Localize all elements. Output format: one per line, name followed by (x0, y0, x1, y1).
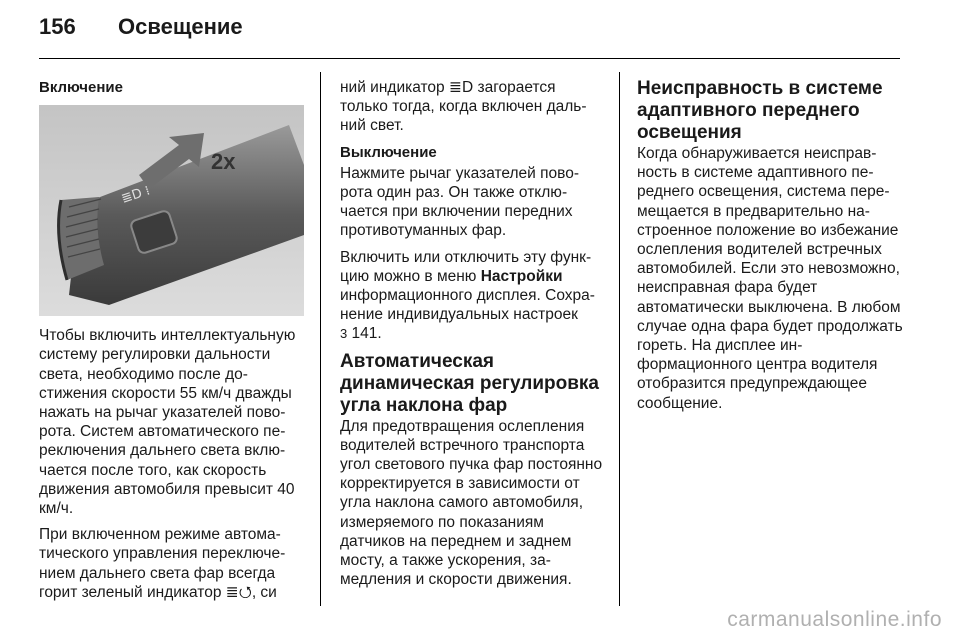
column-1 (39, 78, 305, 609)
text-span: информационного дисплея. Сохранение индивидуальных настроек (340, 287, 595, 324)
section-heading-malfunction: Неисправность в системе адаптивного переднего освещения (637, 78, 883, 143)
press-twice-label: 2x (211, 149, 236, 175)
text-span: Включить или отключить эту функцию можно в меню (340, 248, 592, 285)
watermark: carmanualsonline.info (727, 608, 942, 631)
column-2 (340, 78, 606, 596)
paragraph: Для предотвращения ослепления водителей встречного транспорта угол светового пучка фар постоянно корректируется в зависимости от угла наклона самого автомобиля, измеряемого по показаниям датчиков на переднем и заднем мосту, а также ускорения, замедления и скорости движения. (340, 417, 603, 589)
column-divider-1 (320, 72, 321, 606)
paragraph: Нажмите рычаг указателей поворота один раз. Он также отключается при включении передних противотуманных фар. (340, 164, 579, 240)
page-reference-icon: 3 (340, 326, 348, 342)
paragraph: Чтобы включить интеллектуальную систему регулировки дальности света, необходимо после достижения скорости 55 км/ч дважды нажать на рычаг указателей поворота. Систем автоматического переключения дальнего света включается после того, как скорость движения автомобиля превысит 40 км/ч. (39, 327, 296, 518)
column-divider-2 (619, 72, 620, 606)
paragraph: ний индикатор ≣D загорается только тогда, когда включен дальний свет. (340, 79, 587, 135)
chapter-title: Освещение (118, 14, 243, 39)
turn-signal-stalk-illustration (39, 105, 304, 316)
paragraph: Когда обнаруживается неисправность в системе адаптивного переднего освещения, система перемещается в предварительно настроенное положение во избежание ослепления водителей встречных автомобилей. Если это невозможно, неисправная фара будет автоматически выключена. В любом случае одна фара будет продолжать гореть. На дисплее информационного центра водителя отобразится предупреждающее сообщение. (637, 145, 903, 412)
header-rule (39, 58, 900, 59)
stalk-figure (39, 105, 304, 316)
paragraph (340, 248, 606, 344)
section-heading-dynamic-leveling: Автоматическая динамическая регулировка угла наклона фар (340, 350, 599, 416)
column-3 (637, 78, 903, 420)
page-reference: 141. (347, 325, 382, 343)
section-heading-switch-on: Включение (39, 79, 123, 96)
page-number: 156 (39, 14, 76, 39)
svg-text:≣D ⁞: ≣D ⁞ (119, 183, 152, 208)
paragraph: При включенном режиме автоматического управления переключением дальнего света фар всегда горит зеленый индикатор ≣⭯, си (39, 526, 286, 601)
settings-menu-label: Настройки (480, 267, 563, 285)
section-heading-switch-off: Выключение (340, 143, 437, 161)
